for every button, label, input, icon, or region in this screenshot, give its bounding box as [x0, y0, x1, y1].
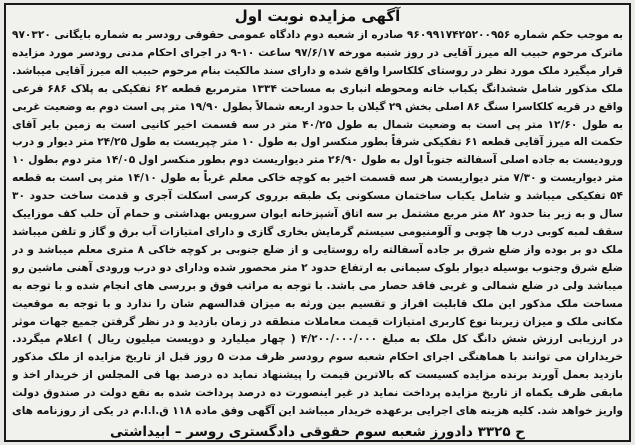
notice-footer: ح ۳۳۲۵ دادورز شعبه سوم حقوقی دادگستری روسر – ابیداشتی [109, 424, 526, 440]
auction-notice [4, 3, 631, 442]
notice-body: به موجب حکم شماره ۹۶۰۹۹۱۷۴۲۵۲۰۰۹۵۶ صادره از شعبه دوم دادگاه عمومی حقوقی رودسر به شماره بایگانی ۹۷۰۳۲۰ ماترک مرحوم حبیب اله میرز آقایی در روز شنبه مورخه ۹۷/۶/۱۷ ساعت ۱۰-۹ در اجرای احکام مدنی رودسر مورد مزایده قرار میگیرد ملک مورد نظر در روستای کلکاسرا واقع شده و دارای سند مالکیت بنام مرحوم حبیب اله میرز آقایی میباشد. ملک مذکور شامل ششدانگ یکباب خانه ومحوطه انباری به مساحت ۱۳۳۴ مترمربع قطعه ۶۲ تفکیکی به پلاک ۶۸۶ فرعی واقع در قریه کلکاسرا سنگ ۸۶ اصلی بخش ۲۹ گیلان با حدود اربعه شمالاً بطول ۱۹/۹۰ متر پی است دوم به وضعیت غربی به طول ۱۲/۶۰ متر پی است به وضعیت شمال به طول ۴۰/۲۵ متر در سه قسمت اخیر کانیی است به زمین بایر آقای حکمت اله میرز آقایی قطعه ۶۱ تفکیکی شرقاً بطور منکسر اول به طول ۱۰ متر چپریست به طول ۲۴/۲۵ متر دیوار و درب ورودیست به جاده اصلی آسفالته جنوباً اول به طول ۲۶/۹۰ متر دیواریست دوم بطور منکسر اول ۱۴/۰۵ متر دوم بطول ۱۰ متر دیواریست و ۷/۳۰ متر دیواریست هر سه قسمت اخیر به کوچه خاکی معلم غرباً به طول ۱۴/۱۰ متر پی است به قطعه ۵۴ تفکیکی میباشد و شامل یکباب ساختمان مسکونی یک طبقه برروی کرسی اسکلت آجری و قدمت ساخت حدود ۳۰ سال و به زیر بنا حدود ۸۲ متر مربع مشتمل بر سه اتاق آشپزخانه ایوان سرویس بهداشتی و حمام آن حلب کف موزاییک سقف لمبه کوبی درب ها چوبی و آلومنیومی سیستم گرمایش بخاری گازی و دارای امتیازات آب برق و گاز و تلفن میباشد ملک دو بر بوده واز ضلع شرق بر جاده آسفالته راه روستایی و از ضلع جنوبی بر کوچه خاکی ۸ متری معلم میباشد و در ضلع شرق وجنوب بوسیله دیوار بلوک سیمانی به ارتفاع حدود ۲ متر محصور شده ودارای دو درب ورودی آهنی ماشین رو میباشد ولی در ضلع شمالی و غربی فاقد حصار می باشد. با توجه به مراتب فوق و بررسی های انجام شده و با توجه به مساحت ملک مذکور این ملک قابلیت افراز و تقسیم بین ورثه به میزان قدالسهم شان را ندارد و با توجه به موقعیت مکانی ملک و میزان زیربنا نوع کاربری امتیازات قیمت معاملات منطقه در زمان بازدید و در نظر گرفتن جمیع جهات موثر در ارزیابی ارزش شش دانگ کل ملک به مبلغ ۴/۲۰۰/۰۰۰/۰۰۰ ( چهار میلیارد و دویست میلیون ریال ) اعلام میگردد. خریداران می توانند با هماهنگی اجرای احکام شعبه سوم رودسر ظرف مدت ۵ روز قبل از تاریخ مزایده از ملک مذکور بازدید بعمل آورند برنده مزایده کسیست که بالاترین قیمت را پیشنهاد نماید ده درصد بها فی المجلس از خریدار اخذ و مابقی ظرف یکماه از تاریخ مزایده پرداخت نماید در غیر اینصورت ده درصد پرداخت شده به نفع دولت در صندوق دولت واریز خواهد شد. کلیه هزینه های اجرایی برعهده خریدار میباشد این آگهی وفق ماده ۱۱۸ ق.ا.ا.م در یکی از روزنامه های [12, 29, 623, 418]
notice-title: آگهی مزایده نوبت اول [234, 7, 401, 25]
